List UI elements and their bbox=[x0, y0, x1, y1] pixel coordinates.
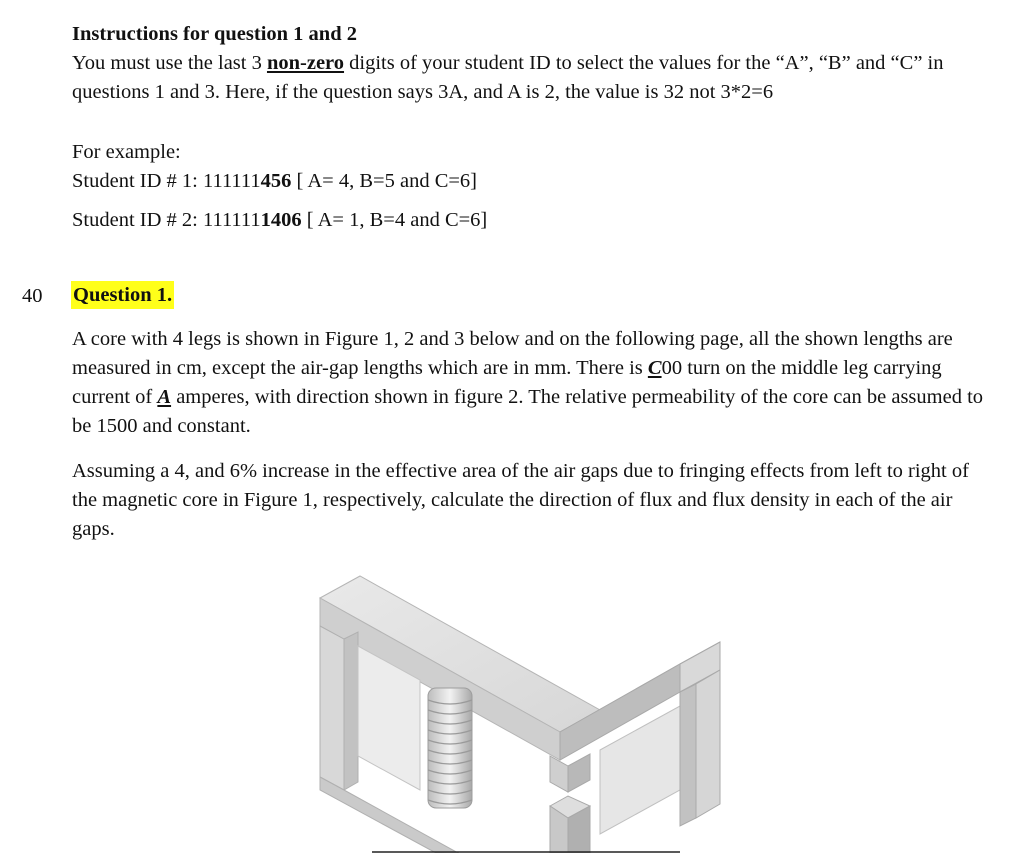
q1-text-b: 00 turn on the middle leg carrying current of bbox=[72, 357, 942, 408]
non-zero-emphasis: non-zero bbox=[266, 52, 345, 74]
question-paragraph-2: Assuming a 4, and 6% increase in the effective area of the air gaps due to fringing effects from left to right of the magnetic core in Figure 1, respectively, calculate the direction of flux and flux density in each of the air gaps. bbox=[72, 460, 969, 540]
example-1-values: [ A= 4, B=5 and C=6] bbox=[291, 170, 478, 192]
center-leg-side bbox=[568, 754, 590, 792]
example-2-digits: 1406 bbox=[260, 209, 302, 231]
var-a: A bbox=[157, 386, 172, 408]
example-2-prefix: Student ID # 2: 111111 bbox=[72, 209, 261, 231]
example-1-digits: 456 bbox=[260, 170, 292, 192]
magnetic-core-figure bbox=[300, 560, 760, 853]
left-leg-side bbox=[344, 632, 358, 790]
left-leg-front bbox=[320, 626, 344, 790]
coil-body bbox=[428, 688, 472, 808]
instructions-text-end: digits of your student ID to select the values for the “A”, “B” and “C” in questions 1 and 3. Here, if the question says 3A, and A is 2, the value is 32 not 3*2=6 bbox=[72, 52, 944, 103]
right-leg-front bbox=[680, 684, 696, 826]
example-id-1 bbox=[72, 167, 992, 196]
instructions-title: Instructions for question 1 and 2 bbox=[72, 23, 357, 45]
q1-text-c: amperes, with direction shown in figure 2. The relative permeability of the core can be assumed to be 1500 and constant. bbox=[72, 386, 984, 437]
question-title: Question 1. bbox=[71, 281, 174, 309]
example-1-prefix: Student ID # 1: 111111 bbox=[72, 170, 261, 192]
question-paragraph-1 bbox=[72, 325, 992, 441]
q1-text-a: A core with 4 legs is shown in Figure 1, 2 and 3 below and on the following page, all the shown lengths are measured in cm, except the air-gap lengths which are in mm. There is bbox=[72, 328, 953, 379]
right-leg-side bbox=[696, 670, 720, 818]
instructions-text-start: You must use the last 3 bbox=[72, 52, 267, 74]
var-c: C bbox=[647, 357, 662, 379]
example-label: For example: bbox=[72, 141, 181, 163]
center-leg-front bbox=[550, 756, 568, 792]
line-number: 40 bbox=[22, 285, 43, 307]
instructions-paragraph bbox=[72, 49, 992, 107]
example-2-values: [ A= 1, B=4 and C=6] bbox=[301, 209, 488, 231]
example-id-2 bbox=[72, 206, 992, 235]
